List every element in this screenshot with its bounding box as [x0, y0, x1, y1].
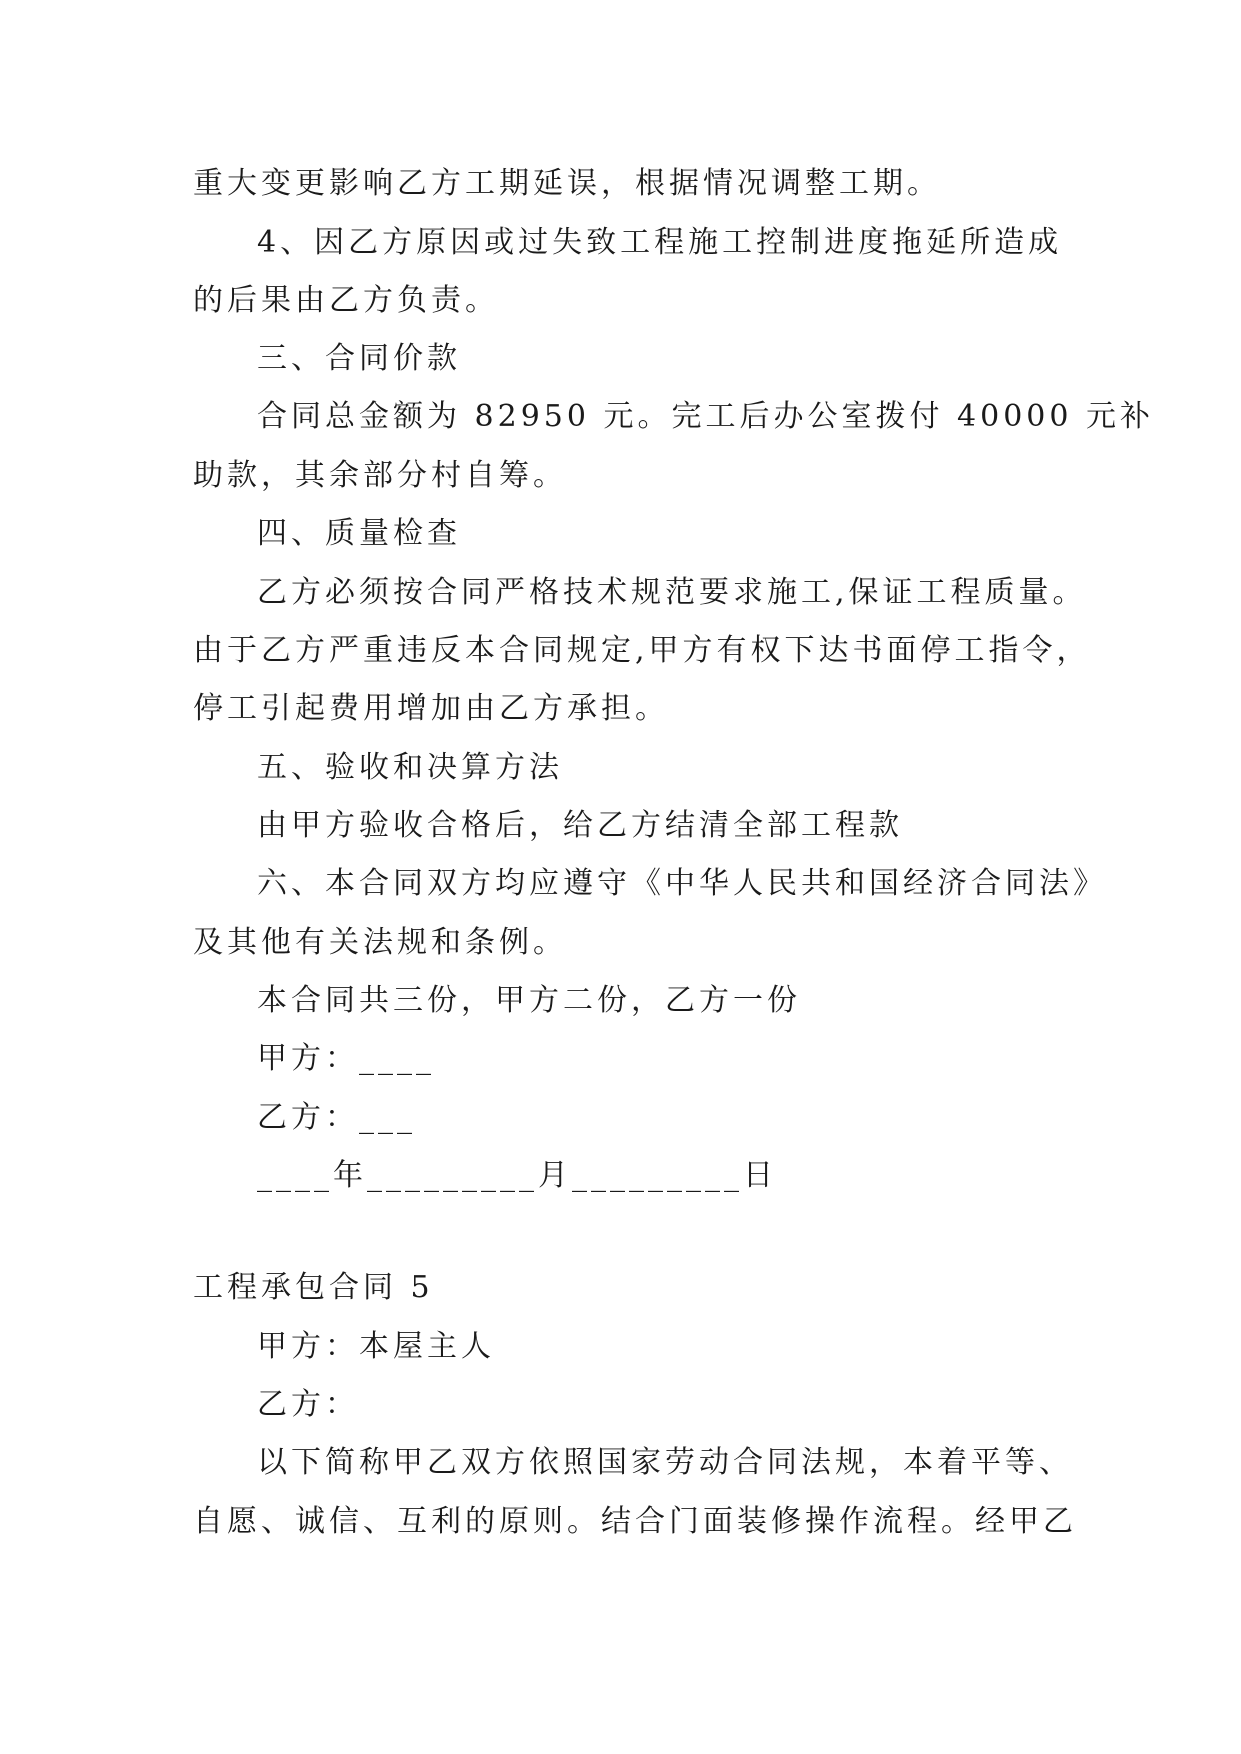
party-a-line: 甲方：本屋主人 — [257, 1329, 495, 1364]
signature-party-b: 乙方：___ — [257, 1100, 416, 1135]
section-heading: 四、质量检查 — [257, 516, 461, 551]
party-b-line: 乙方： — [257, 1387, 359, 1422]
paragraph-line: 由甲方验收合格后，给乙方结清全部工程款 — [257, 808, 903, 843]
paragraph-line: 以下简称甲乙双方依照国家劳动合同法规，本着平等、 — [257, 1445, 1073, 1480]
section-heading: 五、验收和决算方法 — [257, 750, 563, 785]
paragraph-line: 自愿、诚信、互利的原则。结合门面装修操作流程。经甲乙 — [193, 1504, 1077, 1539]
section-heading: 三、合同价款 — [257, 341, 461, 376]
paragraph-line: 助款，其余部分村自筹。 — [193, 458, 567, 493]
contract-title: 工程承包合同 5 — [193, 1270, 434, 1305]
signature-party-a: 甲方：____ — [257, 1041, 435, 1076]
signature-date: ____年_________月_________日 — [257, 1158, 777, 1193]
paragraph-line: 停工引起费用增加由乙方承担。 — [193, 691, 669, 726]
paragraph-line: 4、因乙方原因或过失致工程施工控制进度拖延所造成 — [257, 225, 1063, 260]
paragraph-line: 及其他有关法规和条例。 — [193, 925, 567, 960]
paragraph-line: 六、本合同双方均应遵守《中华人民共和国经济合同法》 — [257, 866, 1107, 901]
paragraph-line: 的后果由乙方负责。 — [193, 283, 499, 318]
paragraph-line: 由于乙方严重违反本合同规定,甲方有权下达书面停工指令， — [193, 633, 1091, 668]
paragraph-line: 本合同共三份，甲方二份，乙方一份 — [257, 983, 801, 1018]
paragraph-line: 重大变更影响乙方工期延误，根据情况调整工期。 — [193, 166, 941, 201]
paragraph-line: 乙方必须按合同严格技术规范要求施工,保证工程质量。 — [257, 575, 1087, 610]
paragraph-line: 合同总金额为 82950 元。完工后办公室拨付 40000 元补 — [257, 399, 1155, 434]
